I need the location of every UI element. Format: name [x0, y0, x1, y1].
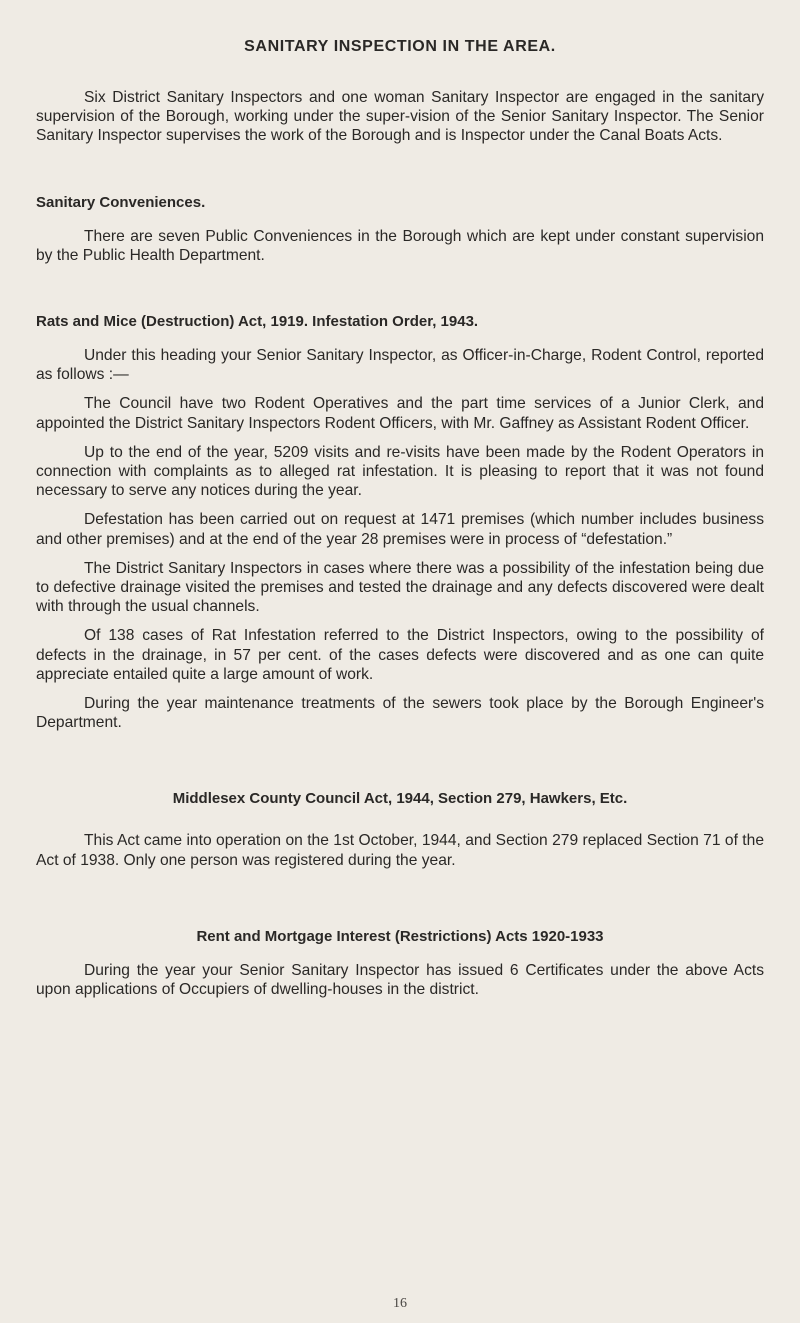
rats-paragraph-1: Under this heading your Senior Sanitary Inspector, as Officer-in-Charge, Rodent Control, reported as follows :— — [36, 347, 764, 384]
rent-heading: Rent and Mortgage Interest (Restrictions) Acts 1920-1933 — [196, 927, 604, 945]
page-title: SANITARY INSPECTION IN THE AREA. — [244, 38, 556, 55]
middlesex-heading: Middlesex County Council Act, 1944, Section 279, Hawkers, Etc. — [172, 790, 628, 808]
rent-paragraph: During the year your Senior Sanitary Inspector has issued 6 Certificates under the above Acts upon applications of Occupiers of dwelling-houses in the district. — [36, 961, 764, 999]
intro-paragraph: Six District Sanitary Inspectors and one woman Sanitary Inspector are engaged in the sanitary supervision of the Borough, working under the super-vision of the Senior Sanitary Inspector. The Senior Sanitary Inspector supervises the work of the Borough and is Inspector under the Canal Boats Acts. — [36, 89, 764, 145]
rats-paragraph-6: Of 138 cases of Rat Infestation referred to the District Inspectors, owing to the possibility of defects in the drainage, in 57 per cent. of the cases defects were discovered and as one can quite appreciate entailed quite a large amount of work. — [36, 627, 764, 683]
conveniences-paragraph: There are seven Public Conveniences in the Borough which are kept under constant supervision by the Public Health Department. — [36, 227, 764, 264]
rats-paragraph-5: The District Sanitary Inspectors in cases where there was a possibility of the infestation being due to defective drainage visited the premises and tested the drainage and any defects discovered were dealt with through the usual channels. — [36, 559, 764, 616]
rats-paragraph-2: The Council have two Rodent Operatives and the part time services of a Junior Clerk, and appointed the District Sanitary Inspectors Rodent Officers, with Mr. Gaffney as Assistant Rodent Officer. — [36, 395, 764, 432]
middlesex-paragraph: This Act came into operation on the 1st October, 1944, and Section 279 replaced Section 71 of the Act of 1938. Only one person was registered during the year. — [36, 832, 764, 869]
page-number: 16 — [393, 1296, 407, 1311]
rats-paragraph-7: During the year maintenance treatments of the sewers took place by the Borough Engineer's Department. — [36, 695, 764, 732]
rats-heading: Rats and Mice (Destruction) Act, 1919. Infestation Order, 1943. — [36, 313, 479, 331]
rats-paragraph-3: Up to the end of the year, 5209 visits and re-visits have been made by the Rodent Operators in connection with complaints as to alleged rat infestation. It is pleasing to report that it was not found necessary to serve any notices during the year. — [36, 443, 764, 500]
conveniences-heading: Sanitary Conveniences. — [36, 193, 206, 211]
rats-paragraph-4: Defestation has been carried out on request at 1471 premises (which number includes business and other premises) and at the end of the year 28 premises were in process of “defestation.” — [36, 511, 764, 548]
